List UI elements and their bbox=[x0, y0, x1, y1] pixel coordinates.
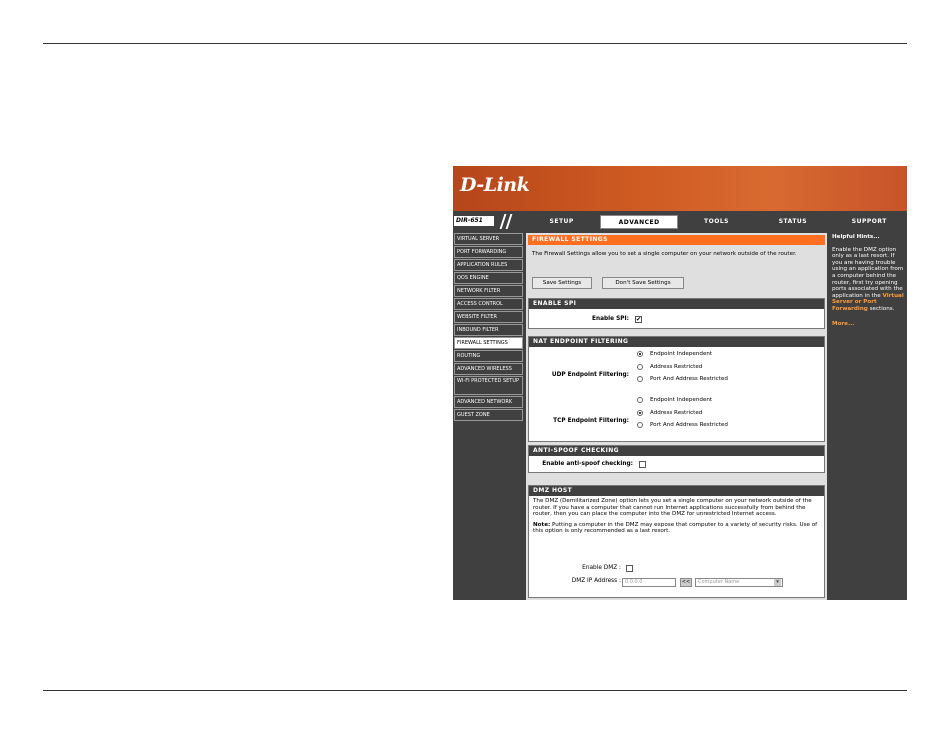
hints-text-part: Enable the DMZ option only as a last resort. If you are having trouble using an application from a computer behind the router, first try opening ports associated with the application in the bbox=[832, 246, 904, 299]
section-title: ANTI-SPOOF CHECKING bbox=[529, 446, 824, 456]
sidebar-item-application-rules[interactable]: APPLICATION RULES bbox=[454, 259, 523, 271]
note-text: Putting a computer in the DMZ may expose that computer to a variety of security risks. Use of this option is only recommended as a last resort. bbox=[533, 521, 818, 535]
sidebar-item-qos-engine[interactable]: QOS ENGINE bbox=[454, 272, 523, 284]
enable-dmz-label: Enable DMZ : bbox=[582, 565, 621, 571]
sidebar bbox=[453, 231, 524, 600]
udp-address-restricted-radio[interactable] bbox=[637, 364, 643, 370]
tcp-endpoint-independent-radio[interactable] bbox=[637, 397, 643, 403]
udp-port-address-restricted-radio[interactable] bbox=[637, 376, 643, 382]
check-mark-icon: ✔ bbox=[636, 316, 642, 323]
anti-spoof-checkbox[interactable] bbox=[639, 461, 646, 468]
sidebar-item-network-filter[interactable]: NETWORK FILTER bbox=[454, 285, 523, 297]
computer-name-value: Computer Name bbox=[698, 579, 740, 585]
option-label: Address Restricted bbox=[650, 410, 703, 416]
dlink-logo: D-Link bbox=[460, 174, 530, 196]
copy-computer-button[interactable]: << bbox=[681, 579, 691, 585]
helpful-hints-panel bbox=[829, 231, 907, 600]
option-label: Address Restricted bbox=[650, 364, 703, 370]
router-ui-screenshot bbox=[453, 166, 907, 600]
dont-save-settings-button[interactable]: Don't Save Settings bbox=[602, 277, 684, 289]
sidebar-item-advanced-wireless[interactable]: ADVANCED WIRELESS bbox=[454, 363, 523, 375]
hints-title: Helpful Hints... bbox=[832, 234, 880, 240]
tab-support[interactable]: SUPPORT bbox=[832, 215, 907, 229]
udp-endpoint-independent-radio[interactable] bbox=[637, 351, 643, 357]
sidebar-item-firewall-settings[interactable]: FIREWALL SETTINGS bbox=[454, 337, 523, 349]
sidebar-item-port-forwarding[interactable]: PORT FORWARDING bbox=[454, 246, 523, 258]
spi-label: Enable SPI: bbox=[592, 316, 629, 322]
sidebar-item-virtual-server[interactable]: VIRTUAL SERVER bbox=[454, 233, 523, 245]
dmz-note bbox=[529, 522, 824, 539]
tab-advanced[interactable]: ADVANCED bbox=[600, 215, 677, 229]
sidebar-item-routing[interactable]: ROUTING bbox=[454, 350, 523, 362]
sidebar-item-wifi-protected-setup[interactable]: WI-FI PROTECTED SETUP bbox=[454, 376, 523, 395]
sidebar-item-access-control[interactable]: ACCESS CONTROL bbox=[454, 298, 523, 310]
firewall-settings-section bbox=[528, 235, 825, 296]
dmz-ip-label: DMZ IP Address : bbox=[571, 578, 621, 584]
option-label: Port And Address Restricted bbox=[650, 422, 728, 428]
dmz-host-section bbox=[528, 485, 825, 598]
tcp-filter-label: TCP Endpoint Filtering: bbox=[553, 418, 629, 424]
section-title: NAT ENDPOINT FILTERING bbox=[529, 337, 824, 347]
main-content bbox=[526, 233, 827, 600]
enable-dmz-checkbox[interactable] bbox=[626, 565, 633, 572]
model-label: DIR-651 bbox=[454, 216, 494, 226]
dmz-description: The DMZ (Demilitarized Zone) option lets you set a single computer on your network outside of the router. If you have a computer that cannot run Internet applications successfully from behind the router, then you can place the computer into the DMZ for unrestricted Internet access. bbox=[533, 498, 812, 518]
tcp-port-address-restricted-radio[interactable] bbox=[637, 422, 643, 428]
note-label: Note: bbox=[533, 521, 551, 528]
option-label: Endpoint Independent bbox=[650, 397, 713, 403]
section-title: DMZ HOST bbox=[529, 486, 824, 496]
hints-text-part: sections. bbox=[867, 305, 895, 312]
udp-filter-label: UDP Endpoint Filtering: bbox=[551, 372, 629, 378]
spi-section bbox=[528, 298, 825, 329]
model-bar bbox=[453, 213, 523, 231]
dmz-ip-input[interactable]: 0.0.0.0 bbox=[622, 578, 676, 587]
option-label: Port And Address Restricted bbox=[650, 376, 728, 382]
section-title: ENABLE SPI bbox=[529, 299, 824, 309]
chevron-down-icon: ▾ bbox=[774, 579, 781, 586]
section-title: FIREWALL SETTINGS bbox=[528, 235, 825, 245]
spi-checkbox[interactable] bbox=[635, 316, 642, 323]
more-link[interactable]: More... bbox=[832, 320, 855, 327]
tab-tools[interactable]: TOOLS bbox=[679, 215, 754, 229]
sidebar-item-guest-zone[interactable]: GUEST ZONE bbox=[454, 409, 523, 421]
tab-setup[interactable]: SETUP bbox=[524, 215, 599, 229]
sidebar-item-advanced-network[interactable]: ADVANCED NETWORK bbox=[454, 396, 523, 408]
top-tabs bbox=[524, 213, 907, 231]
bottom-rule bbox=[43, 690, 907, 691]
save-settings-button[interactable]: Save Settings bbox=[532, 277, 592, 289]
nat-filtering-section bbox=[528, 336, 825, 442]
option-label: Endpoint Independent bbox=[650, 351, 713, 357]
top-rule bbox=[43, 43, 907, 44]
anti-spoof-section bbox=[528, 445, 825, 473]
brand-banner bbox=[453, 166, 907, 211]
tcp-address-restricted-radio[interactable] bbox=[637, 410, 643, 416]
sidebar-item-inbound-filter[interactable]: INBOUND FILTER bbox=[454, 324, 523, 336]
sidebar-item-website-filter[interactable]: WEBSITE FILTER bbox=[454, 311, 523, 323]
virtual-server-link[interactable]: Virtual Server bbox=[832, 292, 904, 306]
firewall-description: The Firewall Settings allow you to set a single computer on your network outside of the router. bbox=[532, 251, 797, 257]
tab-status[interactable]: STATUS bbox=[755, 215, 830, 229]
port-forwarding-link[interactable]: Port Forwarding bbox=[832, 299, 877, 312]
slash-decoration bbox=[506, 214, 513, 229]
hints-or: or bbox=[852, 299, 864, 306]
hints-text bbox=[832, 247, 904, 313]
anti-spoof-label: Enable anti-spoof checking: bbox=[542, 461, 633, 467]
computer-name-select[interactable] bbox=[695, 578, 783, 587]
